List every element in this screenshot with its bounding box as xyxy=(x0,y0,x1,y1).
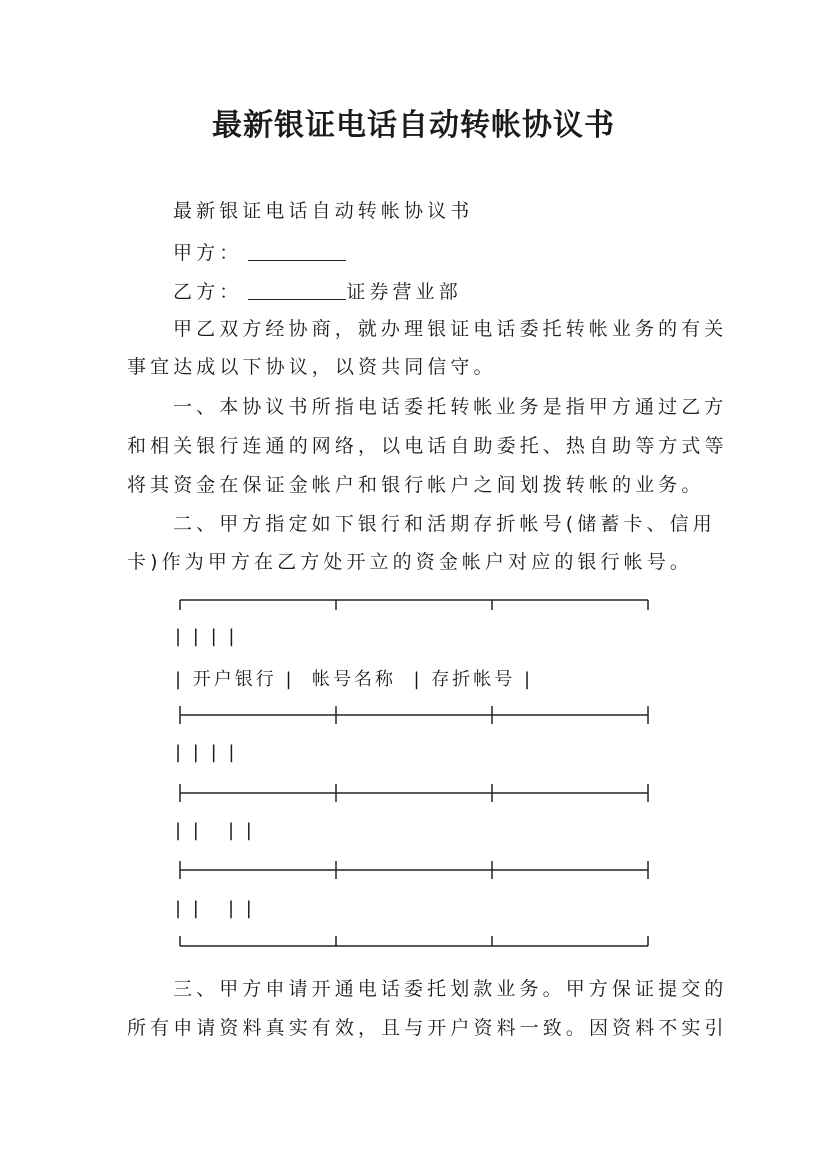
party-a-blank xyxy=(248,242,346,261)
document-subtitle: 最新银证电话自动转帐协议书 xyxy=(173,200,474,222)
para4-line2: 所有申请资料真实有效，且与开户资料一致。因资料不实引 xyxy=(127,1017,728,1039)
table-row: | | | | xyxy=(175,820,255,841)
party-b-blank xyxy=(248,281,346,300)
table-header-row: | 开户银行 | 帐号名称 | 存折帐号 | xyxy=(175,669,534,690)
para3-line2: 卡)作为甲方在乙方处开立的资金帐户对应的银行帐号。 xyxy=(127,551,693,573)
para3-line1: 二、甲方指定如下银行和活期存折帐号(储蓄卡、信用 xyxy=(173,513,716,535)
table-row-empty: | | | | xyxy=(175,626,238,647)
party-b-line xyxy=(173,281,462,302)
party-a-label: 甲方： xyxy=(173,242,243,264)
para1-line2: 事宜达成以下协议，以资共同信守。 xyxy=(127,356,497,378)
para2-line3: 将其资金在保证金帐户和银行帐户之间划拨转帐的业务。 xyxy=(127,474,705,496)
para1-line1: 甲乙双方经协商，就办理银证电话委托转帐业务的有关 xyxy=(173,318,728,340)
para2-line2: 和相关银行连通的网络，以电话自助委托、热自助等方式等 xyxy=(127,435,728,457)
document-title: 最新银证电话自动转帐协议书 xyxy=(212,108,615,143)
table-row: | | | | xyxy=(175,742,238,763)
party-a-line xyxy=(173,242,346,263)
party-b-suffix: 证券营业部 xyxy=(346,281,462,303)
para2-line1: 一、本协议书所指电话委托转帐业务是指甲方通过乙方 xyxy=(173,396,728,418)
para4-line1: 三、甲方申请开通电话委托划款业务。甲方保证提交的 xyxy=(173,978,728,1000)
party-b-label: 乙方： xyxy=(173,281,243,303)
table-row: | | | | xyxy=(175,898,255,919)
